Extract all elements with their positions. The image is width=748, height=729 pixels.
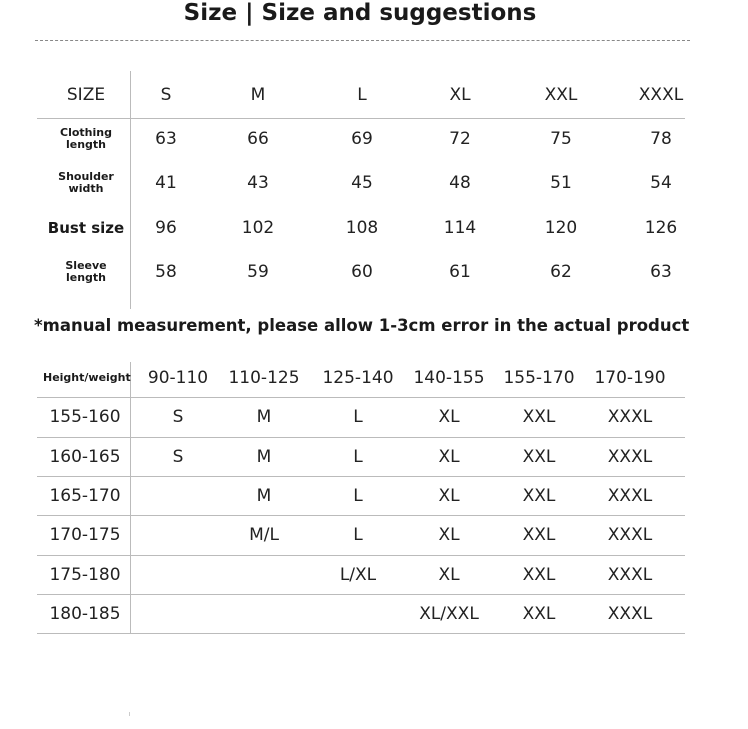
size-header: L (357, 85, 367, 105)
size-cell: 59 (247, 262, 269, 282)
weight-header: 140-155 (413, 368, 485, 388)
size-cell: 102 (241, 218, 275, 238)
size-cell: 63 (155, 129, 177, 149)
suggestion-table-row-line (37, 476, 685, 477)
size-cell: 41 (155, 173, 177, 193)
size-row-label: Bust size (47, 219, 125, 237)
size-cell: 108 (345, 218, 379, 238)
suggested-size-cell: XXL (522, 565, 556, 585)
size-cell: 72 (449, 129, 471, 149)
suggested-size-cell: XXXL (607, 604, 653, 624)
weight-header: 125-140 (322, 368, 394, 388)
size-row-label-line: length (65, 271, 107, 284)
suggestion-header-corner: Height/weight (43, 371, 131, 384)
suggested-size-cell: L (353, 447, 363, 467)
suggested-size-cell: XXXL (607, 565, 653, 585)
height-label: 165-170 (49, 486, 121, 506)
height-label: 175-180 (49, 565, 121, 585)
size-row-label-line: length (65, 138, 107, 151)
size-cell: 62 (550, 262, 572, 282)
size-cell: 78 (650, 129, 672, 149)
size-header-corner: SIZE (66, 85, 106, 105)
size-cell: 120 (544, 218, 578, 238)
suggested-size-cell: L (353, 407, 363, 427)
suggested-size-cell: XXL (522, 447, 556, 467)
suggested-size-cell: XXL (522, 525, 556, 545)
size-cell: 51 (550, 173, 572, 193)
suggested-size-cell: M (256, 486, 272, 506)
size-cell: 48 (449, 173, 471, 193)
suggested-size-cell: XL (438, 525, 460, 545)
suggested-size-cell: XXXL (607, 486, 653, 506)
suggested-size-cell: M (256, 407, 272, 427)
suggested-size-cell: XL (438, 486, 460, 506)
weight-header: 90-110 (147, 368, 209, 388)
height-label: 170-175 (49, 525, 121, 545)
suggested-size-cell: L (353, 525, 363, 545)
size-cell: 126 (644, 218, 678, 238)
size-cell: 54 (650, 173, 672, 193)
suggested-size-cell: S (172, 447, 184, 467)
suggestion-table-row-line (37, 633, 685, 634)
size-row-label-line: Shoulder (58, 170, 114, 183)
size-cell: 66 (247, 129, 269, 149)
suggested-size-cell: XL/XXL (419, 604, 479, 624)
height-label: 155-160 (49, 407, 121, 427)
suggested-size-cell: L/XL (339, 565, 377, 585)
size-cell: 114 (443, 218, 477, 238)
suggested-size-cell: XL (438, 407, 460, 427)
weight-header: 155-170 (503, 368, 575, 388)
size-cell: 61 (449, 262, 471, 282)
size-cell: 96 (155, 218, 177, 238)
size-cell: 69 (351, 129, 373, 149)
size-header: S (160, 85, 172, 105)
size-row-label-line: Clothing (60, 126, 112, 139)
suggested-size-cell: M/L (249, 525, 279, 545)
weight-header: 170-190 (594, 368, 666, 388)
size-cell: 60 (351, 262, 373, 282)
size-cell: 63 (650, 262, 672, 282)
suggested-size-cell: XXL (522, 604, 556, 624)
suggestion-table-row-line (37, 555, 685, 556)
weight-header: 110-125 (228, 368, 300, 388)
suggested-size-cell: XXL (522, 486, 556, 506)
decorative-mark (129, 712, 130, 716)
size-row-label-line: width (68, 182, 104, 195)
suggested-size-cell: XXXL (607, 407, 653, 427)
height-label: 160-165 (49, 447, 121, 467)
suggested-size-cell: XL (438, 565, 460, 585)
measurement-note: *manual measurement, please allow 1-3cm error in the actual product (34, 316, 690, 335)
size-header: XL (449, 85, 471, 105)
suggestion-table-row-line (37, 594, 685, 595)
suggested-size-cell: XXXL (607, 525, 653, 545)
size-header: XXXL (638, 85, 684, 105)
suggested-size-cell: XXL (522, 407, 556, 427)
size-header: M (250, 85, 266, 105)
suggested-size-cell: S (172, 407, 184, 427)
size-cell: 75 (550, 129, 572, 149)
suggested-size-cell: M (256, 447, 272, 467)
suggested-size-cell: L (353, 486, 363, 506)
suggestion-table-row-line (37, 437, 685, 438)
suggested-size-cell: XXXL (607, 447, 653, 467)
size-row-label-line: Sleeve (65, 259, 107, 272)
size-cell: 43 (247, 173, 269, 193)
size-cell: 58 (155, 262, 177, 282)
suggestion-table-row-line (37, 397, 685, 398)
height-label: 180-185 (49, 604, 121, 624)
suggested-size-cell: XL (438, 447, 460, 467)
size-cell: 45 (351, 173, 373, 193)
size-header: XXL (544, 85, 578, 105)
suggestion-table-row-line (37, 515, 685, 516)
page-title: Size | Size and suggestions (183, 0, 537, 26)
